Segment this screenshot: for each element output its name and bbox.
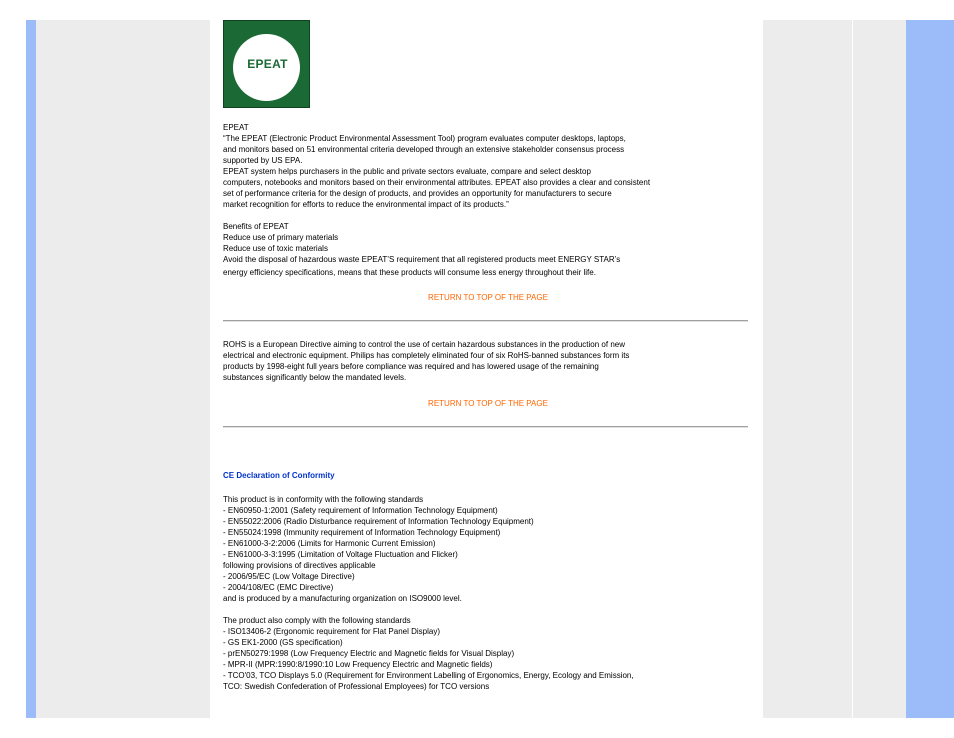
- ce-standards-line: The product also comply with the following standards: [223, 616, 411, 625]
- left-blue-column: [26, 20, 36, 718]
- epeat-line: computers, notebooks and monitors based on their environmental attributes. EPEAT also provides a clear and consistent: [223, 178, 651, 187]
- epeat-line: supported by US EPA.: [223, 156, 303, 165]
- ce-section: [223, 470, 753, 692]
- ce-line: - EN61000-3-2:2006 (Limits for Harmonic Current Emission): [223, 539, 436, 548]
- rohs-line: ROHS is a European Directive aiming to control the use of certain hazardous substances in the production of new: [223, 340, 625, 349]
- epeat-line: set of performance criteria for the design of products, and provides an opportunity for manufacturers to secure: [223, 189, 612, 198]
- right-gray-column-outer: [853, 20, 906, 718]
- benefit-item: Reduce use of toxic materials: [223, 244, 328, 253]
- rohs-line: substances significantly below the mandated levels.: [223, 373, 407, 382]
- ce-standards-line: - ISO13406-2 (Ergonomic requirement for Flat Panel Display): [223, 627, 440, 636]
- left-gray-column: [36, 20, 210, 718]
- ce-line: - EN55022:2006 (Radio Disturbance requirement of Information Technology Equipment): [223, 517, 534, 526]
- main-content: [223, 20, 753, 692]
- ce-line: following provisions of directives applicable: [223, 561, 376, 570]
- epeat-line: “The EPEAT (Electronic Product Environmental Assessment Tool) program evaluates computer desktops, laptops,: [223, 134, 626, 143]
- epeat-line: and monitors based on 51 environmental criteria developed through an extensive stakeholder consensus process: [223, 145, 625, 154]
- ce-line: - 2004/108/EC (EMC Directive): [223, 583, 334, 592]
- right-blue-column: [906, 20, 954, 718]
- ce-line: This product is in conformity with the following standards: [223, 495, 424, 504]
- rohs-section: [223, 339, 753, 383]
- ce-heading: CE Declaration of Conformity: [223, 471, 335, 480]
- ce-line: - EN61000-3-3:1995 (Limitation of Voltage Fluctuation and Flicker): [223, 550, 458, 559]
- right-gray-column: [763, 20, 852, 718]
- rohs-line: electrical and electronic equipment. Philips has completely eliminated four of six RoHS-banned substances form its: [223, 351, 630, 360]
- benefit-item: energy efficiency specifications, means that these products will consume less energy throughout their life.: [223, 268, 596, 277]
- return-to-top-link[interactable]: RETURN TO TOP OF THE PAGE: [428, 399, 548, 408]
- epeat-logo: [223, 20, 310, 108]
- epeat-title: EPEAT: [223, 123, 249, 132]
- benefits-title: Benefits of EPEAT: [223, 222, 289, 231]
- ce-line: - EN60950-1:2001 (Safety requirement of Information Technology Equipment): [223, 506, 498, 515]
- ce-line: and is produced by a manufacturing organization on ISO9000 level.: [223, 594, 462, 603]
- ce-standards-line: - prEN50279:1998 (Low Frequency Electric and Magnetic fields for Visual Display): [223, 649, 515, 658]
- ce-standards-line: TCO: Swedish Confederation of Professional Employees) for TCO versions: [223, 682, 490, 691]
- epeat-line: EPEAT system helps purchasers in the public and private sectors evaluate, compare and select desktop: [223, 167, 591, 176]
- benefit-item: Avoid the disposal of hazardous waste EPEAT’S requirement that all registered products meet ENERGY STAR’s: [223, 255, 621, 264]
- benefit-item: Reduce use of primary materials: [223, 233, 339, 242]
- ce-standards-line: - MPR-II (MPR:1990:8/1990:10 Low Frequency Electric and Magnetic fields): [223, 660, 493, 669]
- epeat-logo-text: EPEAT: [247, 57, 288, 71]
- ce-line: - 2006/95/EC (Low Voltage Directive): [223, 572, 355, 581]
- return-to-top-link[interactable]: RETURN TO TOP OF THE PAGE: [428, 293, 548, 302]
- epeat-line: market recognition for efforts to reduce the environmental impact of its products.”: [223, 200, 509, 209]
- rohs-line: products by 1998-eight full years before compliance was required and has lowered usage of the remaining: [223, 362, 599, 371]
- ce-standards-line: - TCO'03, TCO Displays 5.0 (Requirement for Environment Labelling of Ergonomics, Energy, Ecology and Emission,: [223, 671, 634, 680]
- ce-standards-line: - GS EK1-2000 (GS specification): [223, 638, 343, 647]
- epeat-section: [223, 122, 753, 278]
- ce-line: - EN55024:1998 (Immunity requirement of Information Technology Equipment): [223, 528, 501, 537]
